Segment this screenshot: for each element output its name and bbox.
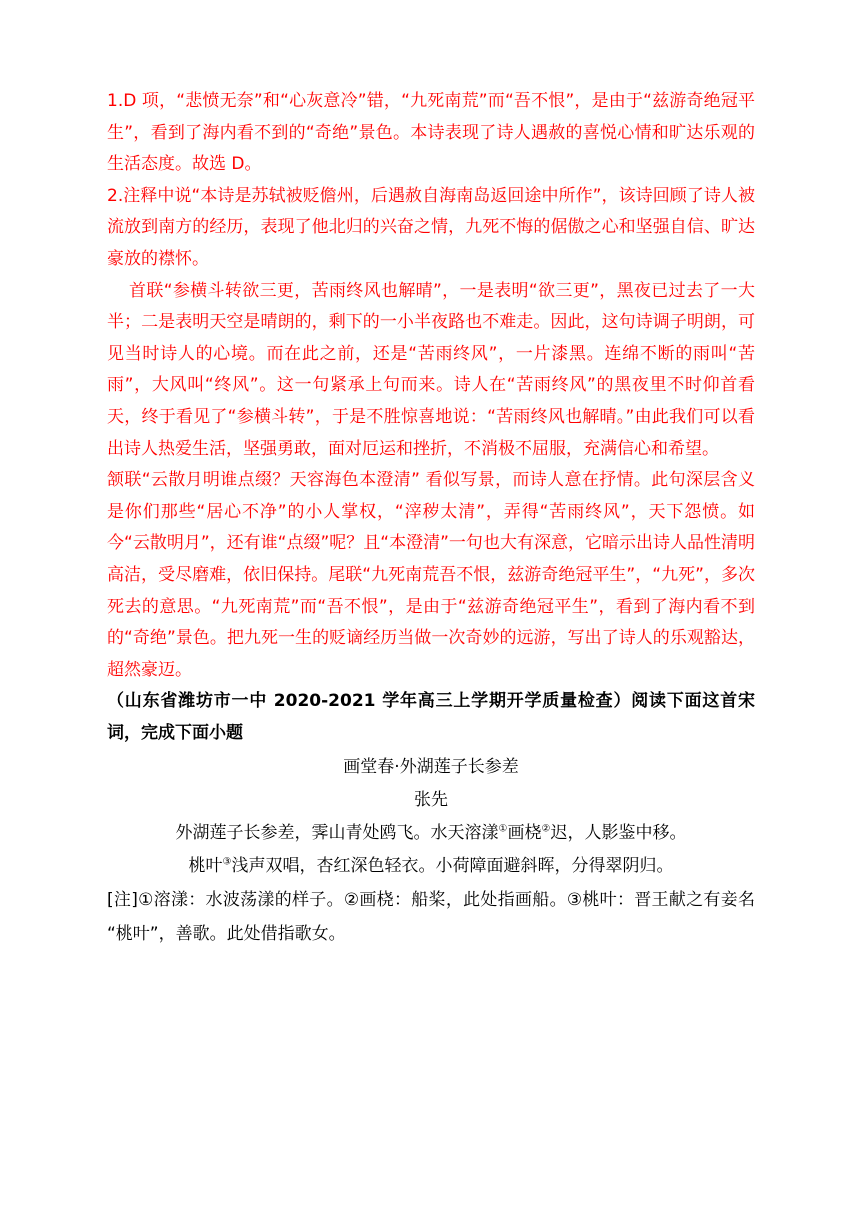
document-body [107,86,755,951]
poem-line-1-part-c: 迟，人影鉴中移。 [550,823,687,844]
footnote-mark-3: ③ [222,856,232,868]
answer-2: 2.注释中说“本诗是苏轼被贬儋州，后遇赦自海南岛返回途中所作”，该诗回顾了诗人被流放到南方的经历，表现了他北归的兴奋之情，九死不悔的倨傲之心和坚强自信、旷达豪放的襟怀。 [107,185,755,269]
analysis-shoulian: 首联“参横斗转欲三更，苦雨终风也解晴”，一是表明“欲三更”，黑夜已过去了一大半；二是表明天空是晴朗的，剩下的一小半夜路也不难走。因此，这句诗调子明朗，可见当时诗人的心境。而在此之前，还是“苦雨终风”，一片漆黑。连绵不断的雨叫“苦雨”，大风叫“终风”。这一句紧承上句而来。诗人在“苦雨终风”的黑夜里不时仰首看天，终于看见了“参横斗转”，于是不胜惊喜地说：“苦雨终风也解晴。”由此我们可以看出诗人热爱生活，坚强勇敢，面对厄运和挫折，不消极不屈服，充满信心和希望。 [107,280,755,459]
analysis-hanlian: 颔联“云散月明谁点缀？天容海色本澄清” 看似写景，而诗人意在抒情。此句深层含义是你们那些“居心不净”的小人掌权，“滓秽太清”，弄得“苦雨终风”，天下怨愤。如今“云散明月”，还有谁“点缀”呢？且“本澄清”一句也大有深意，它暗示出诗人品性清明高洁，受尽磨难，依旧保持。尾联“九死南荒吾不恨，兹游奇绝冠平生”，“九死”，多次死去的意思。“九死南荒”而“吾不恨”，是由于“兹游奇绝冠平生”，看到了海内看不到的“奇绝”景色。把九死一生的贬谪经历当做一次奇妙的远游，写出了诗人的乐观豁达，超然豪迈。 [107,470,755,680]
poem-line-1-part-a: 外湖莲子长参差，霁山青处鸥飞。水天溶漾 [175,823,499,844]
poem-author: 张先 [414,790,448,811]
poem-line-2 [107,850,755,883]
answer-1: 1.D 项，“悲愤无奈”和“心灰意冷”错，“九死南荒”而“吾不恨”，是由于“兹游奇绝冠平生”，看到了海内看不到的“奇绝”景色。本诗表现了诗人遇赦的喜悦心情和旷达乐观的生活态度。故选 D。 [107,91,755,175]
poem-title: 画堂春·外湖莲子长参差 [343,757,519,778]
poem-line-2-part-b: 浅声双唱，杏红深色轻衣。小荷障面避斜晖，分得翠阴归。 [231,856,674,877]
footnote-mark-2: ② [541,823,551,835]
poem-annotation: [注]①溶漾：水波荡漾的样子。②画桡：船桨，此处指画船。③桃叶：晋王献之有妾名 “桃叶”，善歌。此处借指歌女。 [107,890,755,945]
poem-line-2-part-a: 桃叶 [188,856,223,877]
poem-line-1-part-b: 画桡 [507,823,542,844]
question-intro: （山东省潍坊市一中 2020-2021 学年高三上学期开学质量检查）阅读下面这首宋词，完成下面小题 [107,691,755,743]
poem-line-1 [107,817,755,850]
footnote-mark-1: ① [498,823,508,835]
